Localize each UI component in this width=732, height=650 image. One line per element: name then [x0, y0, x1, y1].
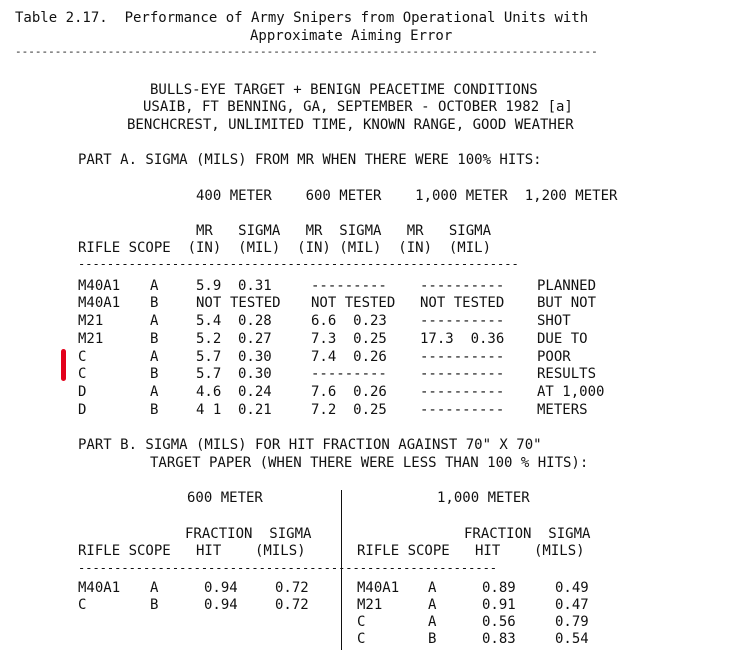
scope-cell: A — [150, 278, 159, 294]
sigma-400-cell: 0.24 — [238, 384, 272, 400]
note-cell: PLANNED — [537, 278, 597, 294]
part-a-ranges: 400 METER 600 METER 1,000 METER 1,200 METER — [196, 188, 618, 204]
sigma-400-cell: 0.30 — [238, 366, 272, 382]
cols-600-cell: 6.6 0.23 — [311, 313, 387, 329]
scope-cell: B — [150, 366, 159, 382]
mr-400-cell: 5.4 — [196, 313, 222, 329]
part-a-title: PART A. SIGMA (MILS) FROM MR WHEN THERE WERE 100% HITS: — [78, 152, 542, 168]
rifle-cell: C — [78, 349, 87, 365]
cols-600-cell: --------- — [311, 278, 387, 294]
red-annotation-mark — [61, 349, 66, 381]
sigma-cell: 0.54 — [555, 631, 589, 647]
part-a-rule: ------------------------------------------------------------- — [78, 257, 519, 271]
note-cell: AT 1,000 — [537, 384, 605, 400]
scope-cell: A — [150, 580, 159, 596]
part-a-col-head2: RIFLE SCOPE (IN) (MIL) (IN) (MIL) (IN) (MIL) — [78, 240, 492, 256]
hit-cell: 0.89 — [482, 580, 516, 596]
scope-cell: B — [150, 597, 159, 613]
sigma-cell: 0.47 — [555, 597, 589, 613]
cols-1000-cell: ---------- — [420, 313, 505, 329]
rifle-cell: M21 — [78, 313, 104, 329]
rifle-cell: D — [78, 384, 87, 400]
conditions-line3: BENCHCREST, UNLIMITED TIME, KNOWN RANGE, GOOD WEATHER — [127, 117, 574, 133]
rifle-cell: M21 — [78, 331, 104, 347]
scope-cell: B — [150, 331, 159, 347]
part-b-rule: ---------------------------------------------------------- — [78, 561, 498, 575]
mr-400-cell: 4 1 — [196, 402, 222, 418]
sigma-cell: 0.79 — [555, 614, 589, 630]
part-a-col-head1: MR SIGMA MR SIGMA MR SIGMA — [78, 223, 492, 239]
cols-1000-cell: NOT TESTED — [420, 295, 505, 311]
sigma-400-cell: 0.31 — [238, 278, 272, 294]
scope-cell: A — [150, 384, 159, 400]
hit-cell: 0.94 — [204, 597, 238, 613]
sigma-400-cell: TESTED — [230, 295, 281, 311]
cols-600-cell: 7.3 0.25 — [311, 331, 387, 347]
rifle-cell: C — [357, 614, 366, 630]
rifle-cell: M40A1 — [78, 278, 121, 294]
header-rule: ---------------------------------------------------------------------------------------- — [15, 45, 598, 58]
rifle-cell: M40A1 — [78, 295, 121, 311]
mr-400-cell: 4.6 — [196, 384, 222, 400]
cols-1000-cell: ---------- — [420, 402, 505, 418]
scope-cell: B — [150, 295, 159, 311]
hit-cell: 0.94 — [204, 580, 238, 596]
sigma-400-cell: 0.27 — [238, 331, 272, 347]
mr-400-cell: 5.7 — [196, 366, 222, 382]
sigma-cell: 0.72 — [275, 580, 309, 596]
note-cell: METERS — [537, 402, 588, 418]
scope-cell: A — [428, 597, 437, 613]
hit-cell: 0.56 — [482, 614, 516, 630]
mr-400-cell: NOT — [196, 295, 222, 311]
cols-1000-cell: ---------- — [420, 384, 505, 400]
hit-cell: 0.91 — [482, 597, 516, 613]
mr-400-cell: 5.9 — [196, 278, 222, 294]
note-cell: POOR — [537, 349, 571, 365]
rifle-cell: C — [78, 597, 87, 613]
cols-1000-cell: 17.3 0.36 — [420, 331, 505, 347]
sigma-400-cell: 0.30 — [238, 349, 272, 365]
part-b-title-line2: TARGET PAPER (WHEN THERE WERE LESS THAN 100 % HITS): — [150, 455, 589, 471]
part-b-left-head2: RIFLE SCOPE HIT (MILS) — [78, 543, 306, 559]
rifle-cell: M21 — [357, 597, 383, 613]
table-caption-line1: Table 2.17. Performance of Army Snipers from Operational Units with — [15, 10, 589, 26]
table-caption-line2: Approximate Aiming Error — [250, 28, 453, 44]
cols-600-cell: 7.2 0.25 — [311, 402, 387, 418]
cols-1000-cell: ---------- — [420, 278, 505, 294]
rifle-cell: M40A1 — [357, 580, 400, 596]
part-b-right-range: 1,000 METER — [437, 490, 530, 506]
sigma-cell: 0.49 — [555, 580, 589, 596]
rifle-cell: D — [78, 402, 87, 418]
rifle-cell: C — [78, 366, 87, 382]
hit-cell: 0.83 — [482, 631, 516, 647]
mr-400-cell: 5.7 — [196, 349, 222, 365]
cols-600-cell: 7.6 0.26 — [311, 384, 387, 400]
sigma-cell: 0.72 — [275, 597, 309, 613]
cols-600-cell: --------- — [311, 366, 387, 382]
scope-cell: A — [150, 313, 159, 329]
scope-cell: B — [428, 631, 437, 647]
scope-cell: A — [428, 614, 437, 630]
conditions-line2: USAIB, FT BENNING, GA, SEPTEMBER - OCTOBER 1982 [a] — [143, 99, 573, 115]
note-cell: SHOT — [537, 313, 571, 329]
cols-1000-cell: ---------- — [420, 366, 505, 382]
scope-cell: A — [150, 349, 159, 365]
note-cell: RESULTS — [537, 366, 597, 382]
sigma-400-cell: 0.21 — [238, 402, 272, 418]
note-cell: BUT NOT — [537, 295, 597, 311]
part-b-right-head1: FRACTION SIGMA — [464, 526, 591, 542]
part-b-title-line1: PART B. SIGMA (MILS) FOR HIT FRACTION AGAINST 70" X 70" — [78, 437, 542, 453]
part-b-right-head2: RIFLE SCOPE HIT (MILS) — [357, 543, 585, 559]
part-b-left-range: 600 METER — [187, 490, 263, 506]
conditions-line1: BULLS-EYE TARGET + BENIGN PEACETIME CONDITIONS — [150, 82, 538, 98]
note-cell: DUE TO — [537, 331, 588, 347]
scope-cell: B — [150, 402, 159, 418]
scope-cell: A — [428, 580, 437, 596]
cols-600-cell: 7.4 0.26 — [311, 349, 387, 365]
rifle-cell: M40A1 — [78, 580, 121, 596]
rifle-cell: C — [357, 631, 366, 647]
cols-600-cell: NOT TESTED — [311, 295, 396, 311]
sigma-400-cell: 0.28 — [238, 313, 272, 329]
cols-1000-cell: ---------- — [420, 349, 505, 365]
part-b-left-head1: FRACTION SIGMA — [185, 526, 312, 542]
mr-400-cell: 5.2 — [196, 331, 222, 347]
